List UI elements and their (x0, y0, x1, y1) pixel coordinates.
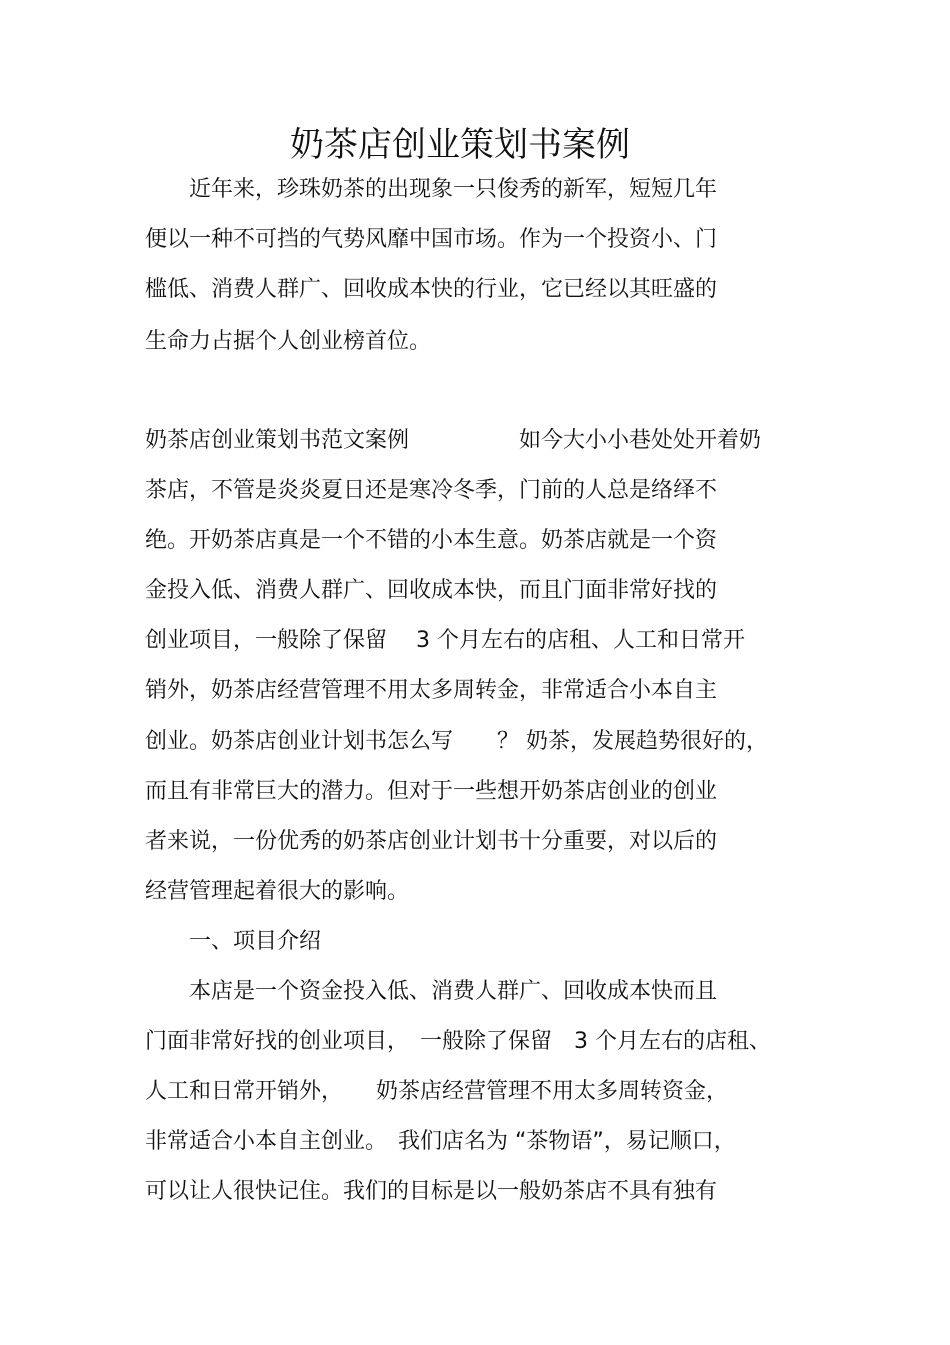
paragraph-line: 茶店，不管是炎炎夏日还是寒冷冬季，门前的人总是络绎不 (145, 478, 718, 503)
paragraph-line: 人工和日常开销外， 奶茶店经营管理不用太多周转资金， (145, 1079, 729, 1104)
document-title: 奶茶店创业策划书案例 (290, 125, 630, 165)
paragraph-line: 销外，奶茶店经营管理不用太多周转金，非常适合小本自主 (145, 678, 718, 703)
paragraph-line: 金投入低、消费人群广、回收成本快，而且门面非常好找的 (145, 578, 718, 603)
paragraph-line: 绝。开奶茶店真是一个不错的小本生意。奶茶店就是一个资 (145, 528, 718, 553)
section-heading: 一、项目介绍 (145, 929, 322, 954)
paragraph-line: 创业。奶茶店创业计划书怎么写 ？ 奶茶，发展趋势很好的， (145, 729, 768, 754)
paragraph-line: 生命力占据个人创业榜首位。 (145, 329, 432, 354)
paragraph-line: 奶茶店创业策划书范文案例 如今大小小巷处处开着奶 (145, 428, 762, 453)
paragraph-line: 槛低、消费人群广、回收成本快的行业，它已经以其旺盛的 (145, 277, 718, 302)
paragraph-line: 创业项目，一般除了保留 3 个月左右的店租、人工和日常开 (145, 628, 745, 653)
paragraph-line: 近年来，珍珠奶茶的出现象一只俊秀的新军，短短几年 (145, 177, 718, 202)
paragraph-line: 者来说，一份优秀的奶茶店创业计划书十分重要，对以后的 (145, 829, 718, 854)
paragraph-line: 便以一种不可挡的气势风靡中国市场。作为一个投资小、门 (145, 227, 718, 252)
paragraph-line: 而且有非常巨大的潜力。但对于一些想开奶茶店创业的创业 (145, 779, 718, 804)
paragraph-line: 门面非常好找的创业项目， 一般除了保留 3 个月左右的店租、 (145, 1029, 771, 1054)
paragraph-line: 本店是一个资金投入低、消费人群广、回收成本快而且 (145, 979, 718, 1004)
paragraph-line: 非常适合小本自主创业。 我们店名为 “茶物语”，易记顺口， (145, 1129, 736, 1154)
paragraph-line: 可以让人很快记住。我们的目标是以一般奶茶店不具有独有 (145, 1179, 718, 1204)
paragraph-line: 经营管理起着很大的影响。 (145, 879, 410, 904)
